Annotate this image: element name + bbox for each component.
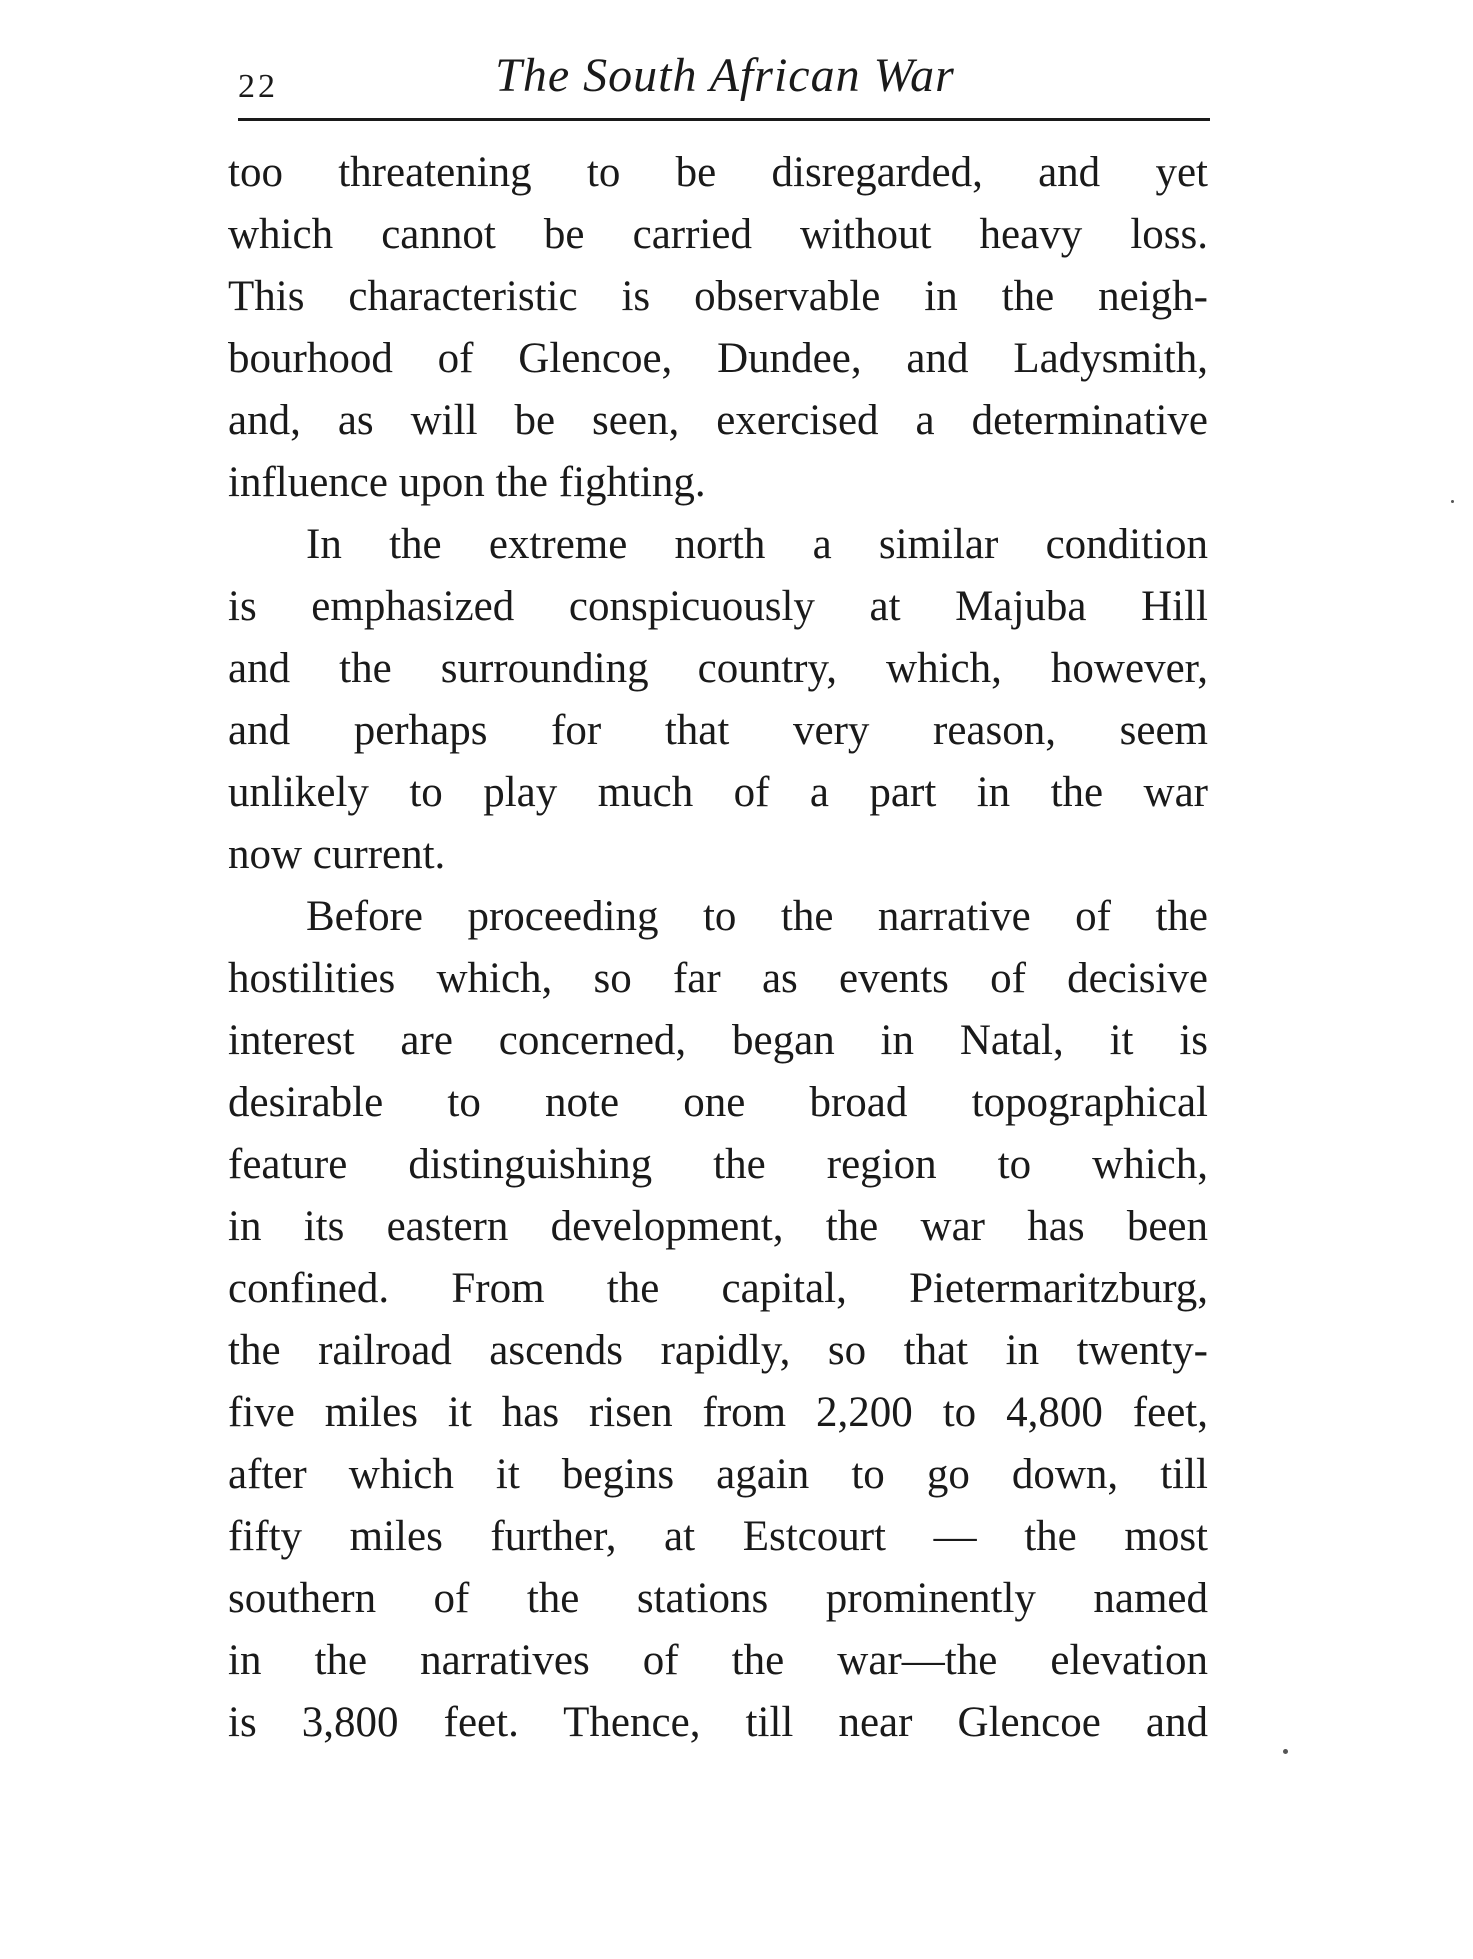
text-line: after which it begins again to go down, till bbox=[228, 1451, 1208, 1498]
text-line: fifty miles further, at Estcourt — the most bbox=[228, 1513, 1208, 1560]
scan-speck bbox=[1283, 1749, 1288, 1754]
text-line: and perhaps for that very reason, seem bbox=[228, 707, 1208, 754]
text-line: is emphasized conspicuously at Majuba Hill bbox=[228, 583, 1208, 630]
text-line: interest are concerned, began in Natal, it is bbox=[228, 1017, 1208, 1064]
text-line: too threatening to be disregarded, and yet bbox=[228, 149, 1208, 196]
text-line: five miles it has risen from 2,200 to 4,800 feet, bbox=[228, 1389, 1208, 1436]
text-line: bourhood of Glencoe, Dundee, and Ladysmith, bbox=[228, 335, 1208, 382]
text-line: in its eastern development, the war has been bbox=[228, 1203, 1208, 1250]
running-title: The South African War bbox=[495, 49, 955, 102]
text-line: This characteristic is observable in the neigh- bbox=[228, 273, 1208, 320]
text-line: now current. bbox=[228, 831, 446, 878]
text-line: feature distinguishing the region to which, bbox=[228, 1141, 1208, 1188]
text-line: hostilities which, so far as events of decisive bbox=[228, 955, 1208, 1002]
text-line: and, as will be seen, exercised a determinative bbox=[228, 397, 1208, 444]
text-line: and the surrounding country, which, however, bbox=[228, 645, 1208, 692]
text-line: desirable to note one broad topographical bbox=[228, 1079, 1208, 1126]
page-number: 22 bbox=[238, 68, 278, 105]
text-line: is 3,800 feet. Thence, till near Glencoe and bbox=[228, 1699, 1208, 1746]
page-header bbox=[238, 48, 1212, 128]
text-line: southern of the stations prominently named bbox=[228, 1575, 1208, 1622]
text-line: In the extreme north a similar condition bbox=[306, 521, 1208, 568]
body-text bbox=[228, 142, 1208, 1754]
text-line: confined. From the capital, Pietermaritzburg, bbox=[228, 1265, 1208, 1312]
text-line: which cannot be carried without heavy loss. bbox=[228, 211, 1208, 258]
text-line: the railroad ascends rapidly, so that in twenty- bbox=[228, 1327, 1208, 1374]
text-line: in the narratives of the war—the elevation bbox=[228, 1637, 1208, 1684]
text-line: Before proceeding to the narrative of the bbox=[306, 893, 1208, 940]
text-line: unlikely to play much of a part in the war bbox=[228, 769, 1208, 816]
scan-speck bbox=[1451, 500, 1454, 503]
header-rule bbox=[238, 118, 1210, 121]
text-line: influence upon the fighting. bbox=[228, 459, 706, 506]
